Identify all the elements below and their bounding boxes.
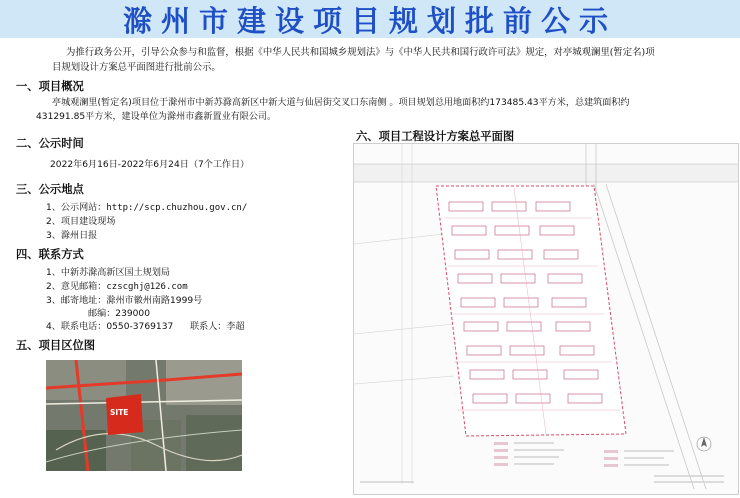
site-location-item: 2、项目建设现场 bbox=[46, 217, 116, 227]
section-6-heading: 六、项目工程设计方案总平面图 bbox=[356, 130, 515, 143]
site-plan bbox=[353, 143, 739, 495]
page-title: 滁州市建设项目规划批前公示 bbox=[122, 3, 617, 38]
section-1-line-2: 431291.85平方米，建设单位为滁州市鑫新置业有限公司。 bbox=[36, 112, 277, 122]
section-3-heading: 三、公示地点 bbox=[16, 183, 84, 196]
section-1-heading: 一、项目概况 bbox=[16, 80, 84, 93]
title-banner bbox=[0, 0, 740, 38]
email-label: 2、意见邮箱： bbox=[46, 282, 107, 292]
intro-line-2: 目规划设计方案总平面图进行批前公示。 bbox=[52, 62, 221, 73]
website-label: 1、公示网站： bbox=[46, 203, 107, 213]
publicity-period: 2022年6月16日-2022年6月24日（7个工作日） bbox=[50, 160, 250, 170]
section-2-heading: 二、公示时间 bbox=[16, 137, 84, 150]
postcode: 邮编：239000 bbox=[88, 309, 150, 319]
intro-line-1: 为推行政务公开，引导公众参与和监督，根据《中华人民共和国城乡规划法》与《中华人民共和国行政许可法》规定，对亭城观澜里(暂定名)项 bbox=[66, 47, 655, 58]
location-map bbox=[46, 360, 242, 471]
mail-address: 3、邮寄地址：滁州市徽州南路1999号 bbox=[46, 296, 203, 306]
email-item bbox=[46, 279, 188, 292]
website-link[interactable]: http://scp.chuzhou.gov.cn/ bbox=[106, 203, 248, 213]
contact-bureau: 1、中新苏滁高新区国土规划局 bbox=[46, 268, 171, 278]
site-plan-drawing bbox=[354, 144, 738, 494]
section-5-heading: 五、项目区位图 bbox=[16, 339, 96, 352]
location-map-image bbox=[46, 360, 242, 471]
north-arrow-icon bbox=[697, 437, 711, 451]
email-link[interactable]: czscghj@126.com bbox=[106, 282, 188, 292]
section-1-line-1: 亭城观澜里(暂定名)项目位于滁州市中新苏滁高新区中新大道与仙居街交叉口东南侧 。项目规划总用地面积约173485.43平方米，总建筑面积约 bbox=[52, 98, 630, 108]
intro-paragraph bbox=[52, 45, 738, 75]
phone-item: 4、联系电话：0550-3769137 bbox=[46, 322, 174, 332]
section-4-heading: 四、联系方式 bbox=[16, 248, 84, 261]
newspaper-item: 3、滁州日报 bbox=[46, 231, 98, 241]
site-label: SITE bbox=[110, 408, 129, 417]
website-item bbox=[46, 200, 247, 213]
contact-person: 联系人：李超 bbox=[190, 322, 245, 332]
